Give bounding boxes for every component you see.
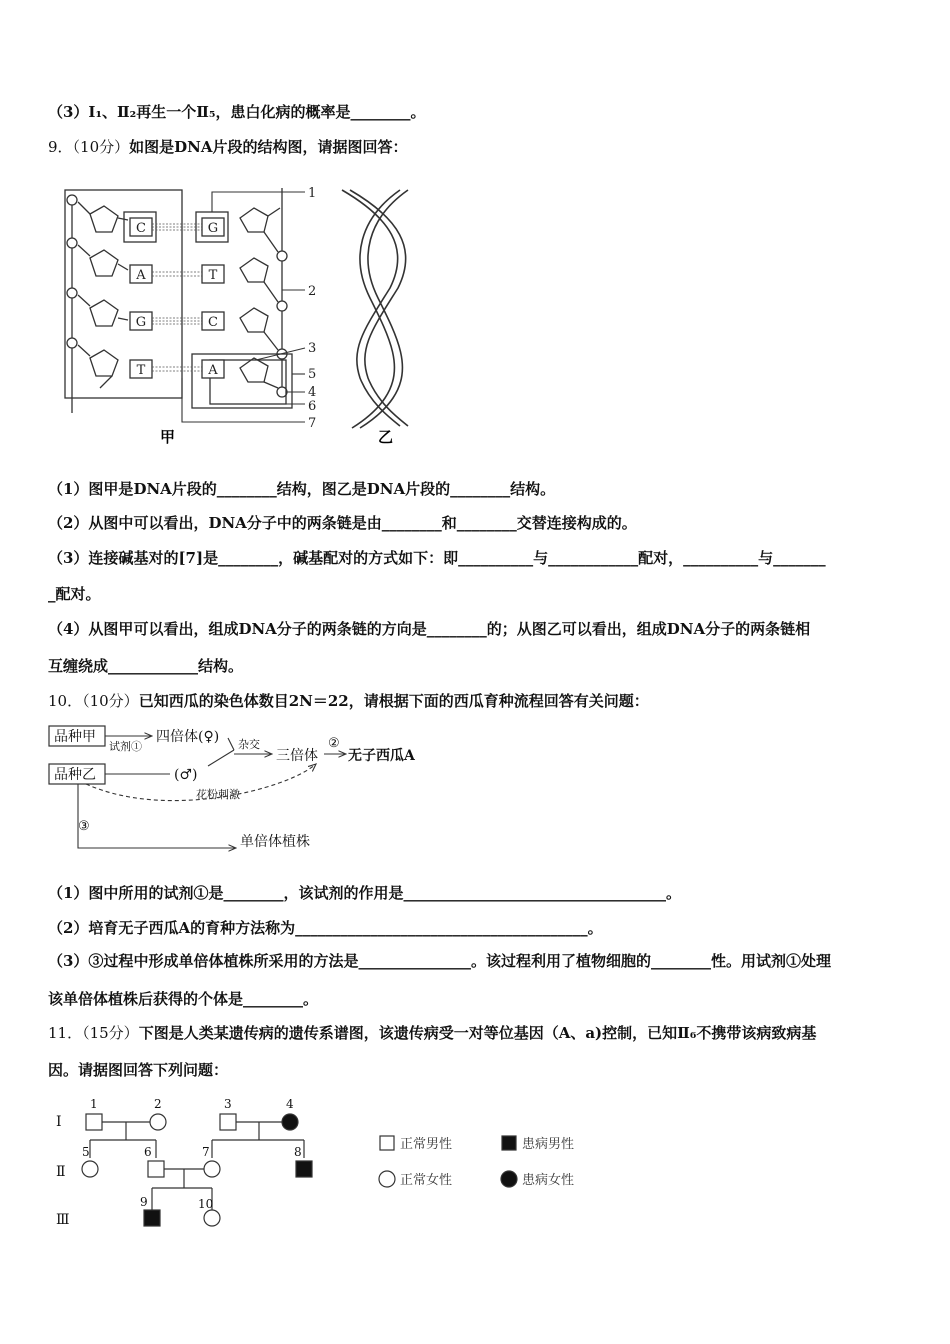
- q10-p1: （1）图中所用的试剂①是________，该试剂的作用是___________________________________。: [48, 884, 681, 902]
- person-5: [82, 1161, 98, 1177]
- breeding-flowchart: [46, 720, 466, 860]
- q10-p3b: 该单倍体植株后获得的个体是________。: [48, 990, 319, 1008]
- callout-5: 5: [308, 367, 317, 382]
- person-10: [204, 1210, 220, 1226]
- base-right-4-label: A: [208, 363, 218, 378]
- dna-structure-figure: [60, 178, 440, 448]
- base-left-2-label: A: [136, 268, 146, 283]
- callout-6: 6: [308, 399, 317, 414]
- q9-number: 9．: [48, 138, 73, 156]
- base-right-1-label: G: [207, 221, 219, 236]
- q11-heading: [48, 1022, 816, 1044]
- person-8-id: 8: [294, 1145, 302, 1159]
- male-label: (♂): [174, 767, 198, 783]
- person-8: [296, 1161, 312, 1177]
- person-10-id: 10: [198, 1197, 214, 1211]
- legend-normal-female-symbol: [379, 1171, 395, 1187]
- person-3: [220, 1114, 236, 1130]
- variety-b-label: 品种乙: [54, 767, 96, 783]
- legend-normal-female: 正常女性: [400, 1173, 453, 1188]
- q9-heading: [48, 136, 408, 158]
- callout-4: 4: [308, 385, 317, 400]
- legend-affected-male: 患病男性: [522, 1137, 575, 1152]
- base-left-3-label: G: [135, 315, 147, 330]
- q9-p1: （1）图甲是DNA片段的________结构，图乙是DNA片段的________结构。: [48, 480, 556, 498]
- base-right-3-label: C: [208, 315, 218, 330]
- double-helix: [342, 190, 408, 428]
- person-2-id: 2: [154, 1097, 162, 1111]
- person-9-id: 9: [140, 1195, 148, 1209]
- right-nucleotide-2: [240, 258, 287, 311]
- q10-number: 10．: [48, 692, 83, 710]
- person-6-id: 6: [144, 1145, 152, 1159]
- person-1: [86, 1114, 102, 1130]
- left-nucleotide-1: [67, 195, 128, 232]
- person-1-id: 1: [90, 1097, 98, 1111]
- q11-stem-a: 下图是人类某遗传病的遗传系谱图，该遗传病受一对等位基因（A、a)控制，已知Ⅱ₆不携带该病致病基: [138, 1024, 817, 1042]
- left-nucleotide-2: [67, 238, 128, 276]
- person-6: [148, 1161, 164, 1177]
- seedless-label: 无子西瓜A: [348, 748, 415, 764]
- q9-p3b: _配对。: [48, 585, 101, 603]
- q9-score: （10分）: [72, 138, 130, 156]
- q9-p3a: （3）连接碱基对的[7]是________，碱基配对的方式如下：即__________与____________配对，__________与_______: [48, 549, 826, 567]
- q9-p4b: 互缠绕成____________结构。: [48, 657, 244, 675]
- q11-score: （15分）: [82, 1024, 139, 1042]
- q9-p4a: （4）从图甲可以看出，组成DNA分子的两条链的方向是________的；从图乙可以看出，组成DNA分子的两条链相: [48, 620, 811, 638]
- q11-number: 11．: [48, 1024, 83, 1042]
- callout-7: 7: [308, 416, 317, 431]
- hydrogen-bonds: [152, 224, 202, 371]
- left-nucleotide-3: [67, 288, 128, 326]
- pollen-label: 花粉刺激: [196, 788, 240, 801]
- step2-label: ②: [328, 736, 340, 751]
- legend-affected-male-symbol: [502, 1136, 516, 1150]
- legend-normal-male-symbol: [380, 1136, 394, 1150]
- legend-normal-male: 正常男性: [400, 1137, 453, 1152]
- line-cross-lower: [208, 750, 234, 766]
- base-left-4-label: T: [136, 363, 146, 378]
- q10-heading: [48, 690, 649, 712]
- fig-label-yi: 乙: [378, 428, 394, 446]
- callout-3: 3: [308, 341, 317, 356]
- person-4-id: 4: [286, 1097, 294, 1111]
- person-7: [204, 1161, 220, 1177]
- pedigree-chart: [46, 1092, 606, 1242]
- base-right-2-label: T: [208, 268, 218, 283]
- legend-affected-female: 患病女性: [522, 1173, 575, 1188]
- fig-label-jia: 甲: [160, 428, 176, 446]
- left-nucleotide-4: [67, 338, 118, 388]
- callout-1: 1: [308, 186, 317, 201]
- reagent-label: 试剂①: [109, 740, 142, 753]
- person-9: [144, 1210, 160, 1226]
- tetraploid-label: 四倍体(♀): [156, 729, 220, 745]
- haploid-label: 单倍体植株: [240, 834, 310, 850]
- q9-p2: （2）从图中可以看出，DNA分子中的两条链是由________和________交替连接构成的。: [48, 514, 637, 532]
- q9-stem: 如图是DNA片段的结构图，请据图回答：: [129, 138, 408, 156]
- base-left-1-label: C: [136, 221, 146, 236]
- gen-label-1: Ⅰ: [56, 1114, 62, 1130]
- q8-part3: （3）Ⅰ₁、Ⅱ₂再生一个Ⅱ₅，患白化病的概率是________。: [48, 103, 426, 121]
- q10-score: （10分）: [82, 692, 139, 710]
- q10-p3a: （3）③过程中形成单倍体植株所采用的方法是_______________。该过程利用了植物细胞的________性。用试剂①处理: [48, 952, 831, 970]
- person-3-id: 3: [224, 1097, 232, 1111]
- legend-affected-female-symbol: [501, 1171, 517, 1187]
- q10-stem: 已知西瓜的染色体数目2N＝22，请根据下面的西瓜育种流程回答有关问题：: [138, 692, 649, 710]
- cross-label: 杂交: [238, 738, 260, 751]
- step3-label: ③: [78, 819, 90, 834]
- q10-p2: （2）培育无子西瓜A的育种方法称为_______________________________________。: [48, 919, 603, 937]
- right-nucleotide-4: [240, 358, 287, 397]
- callout-line-1: [212, 192, 305, 212]
- right-nucleotide-3: [240, 308, 287, 359]
- person-4: [282, 1114, 298, 1130]
- right-nucleotide-1: [240, 208, 287, 261]
- variety-a-label: 品种甲: [54, 729, 96, 745]
- triploid-label: 三倍体: [276, 748, 318, 764]
- gen-label-3: Ⅲ: [56, 1212, 70, 1228]
- person-2: [150, 1114, 166, 1130]
- person-7-id: 7: [202, 1145, 210, 1159]
- line-cross-upper: [228, 738, 234, 750]
- person-5-id: 5: [82, 1145, 90, 1159]
- gen-label-2: Ⅱ: [56, 1164, 66, 1180]
- q11-stem-b: 因。请据图回答下列问题：: [48, 1061, 229, 1079]
- callout-2: 2: [308, 284, 317, 299]
